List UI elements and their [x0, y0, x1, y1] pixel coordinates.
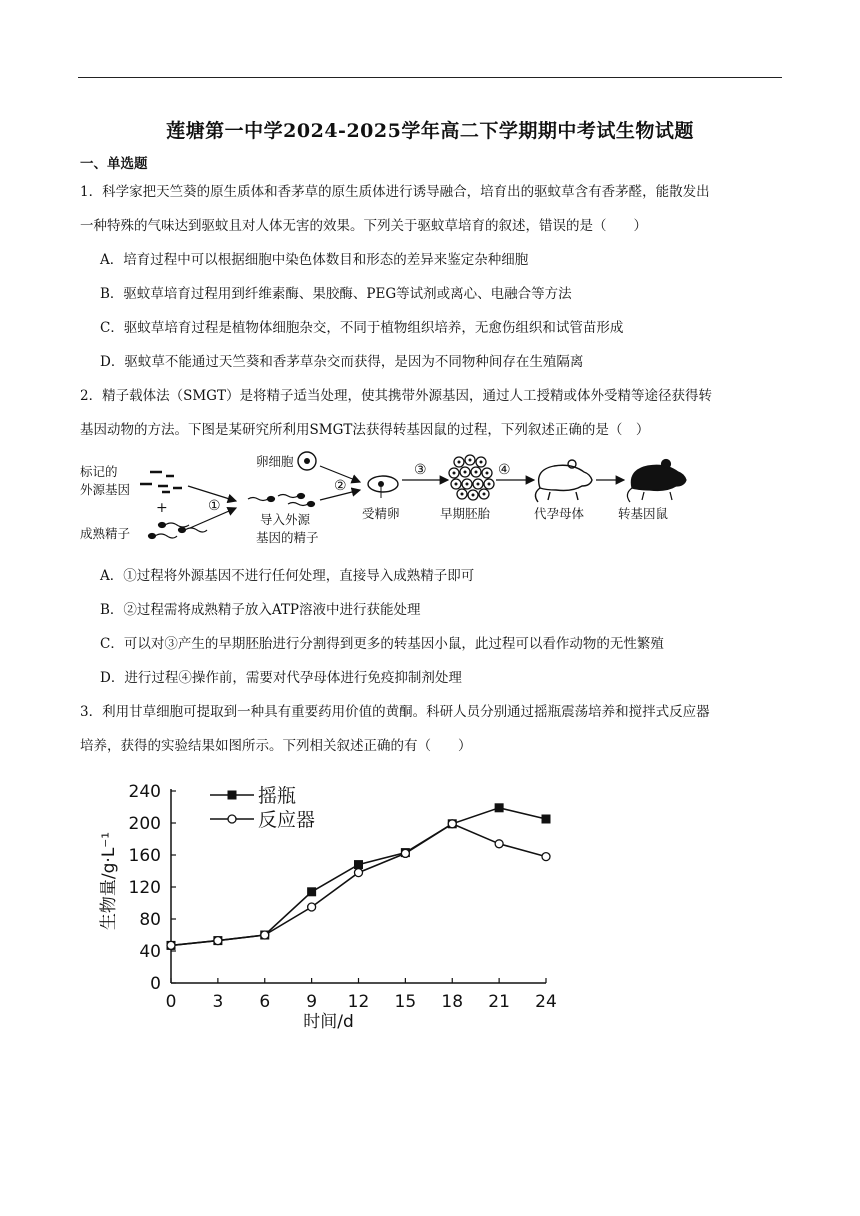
biomass-chart [88, 776, 568, 1038]
q1-option-d: D．驱蚊草不能通过天竺葵和香茅草杂交而获得，是因为不同物种间存在生殖隔离 [100, 354, 584, 370]
series-line-1 [171, 824, 546, 946]
x-tick-label: 21 [488, 992, 510, 1012]
q2-stem-line1: 2．精子载体法（SMGT）是将精子适当处理，使其携带外源基因，通过人工授精或体外受精等途径获得转 [80, 388, 712, 404]
label-sperm-with-gene-1: 导入外源 [260, 512, 311, 527]
label-egg: 卵细胞 [256, 454, 294, 469]
q1-stem-line1: 1．科学家把天竺葵的原生质体和香茅草的原生质体进行诱导融合，培育出的驱蚊草含有香茅醛，能散发出 [80, 184, 710, 200]
data-point-circle [214, 937, 222, 945]
q1-option-b: B．驱蚊草培育过程用到纤维素酶、果胶酶、PEG等试剂或离心、电融合等方法 [100, 286, 572, 302]
label-step-3: ③ [414, 462, 427, 478]
header-rule [78, 77, 782, 78]
data-point-square [542, 815, 551, 824]
transgenic-mouse-icon [627, 460, 686, 503]
biomass-chart-svg [88, 776, 568, 1038]
label-transgenic: 转基因鼠 [618, 506, 669, 521]
data-point-circle [167, 941, 175, 949]
early-embryo-icon [449, 455, 494, 500]
y-tick-label: 0 [150, 974, 161, 994]
data-point-square [307, 887, 316, 896]
x-axis-label: 时间/d [303, 1012, 354, 1032]
x-tick-label: 18 [441, 992, 464, 1012]
data-point-circle [495, 840, 503, 848]
x-tick-label: 0 [165, 992, 177, 1012]
y-tick-label: 240 [128, 782, 161, 802]
data-point-square [354, 860, 363, 869]
q1-stem-line2: 一种特殊的气味达到驱蚊且对人体无害的效果。下列关于驱蚊草培育的叙述，错误的是（ ） [80, 218, 647, 234]
label-marked-gene-2: 外源基因 [80, 482, 131, 497]
q2-option-b: B．②过程需将成熟精子放入ATP溶液中进行获能处理 [100, 602, 421, 618]
y-axis-label: 生物量/g·L⁻¹ [99, 831, 119, 931]
x-tick-label: 15 [394, 992, 417, 1012]
data-point-circle [261, 931, 269, 939]
smgt-diagram-graphics [78, 446, 698, 551]
label-step-4: ④ [498, 462, 511, 478]
surrogate-mouse-icon [535, 460, 592, 502]
y-tick-label: 120 [128, 878, 161, 898]
x-tick-label: 9 [306, 992, 318, 1012]
q2-stem-line2: 基因动物的方法。下图是某研究所利用SMGT法获得转基因鼠的过程，下列叙述正确的是（ ） [80, 422, 650, 438]
q2-option-c: C．可以对③产生的早期胚胎进行分割得到更多的转基因小鼠，此过程可以看作动物的无性繁殖 [100, 636, 664, 652]
q1-option-c: C．驱蚊草培育过程是植物体细胞杂交，不同于植物组织培养，无愈伤组织和试管苗形成 [100, 320, 624, 336]
q2-option-d: D．进行过程④操作前，需要对代孕母体进行免疫抑制剂处理 [100, 670, 462, 686]
sperm-with-gene-icon [248, 494, 315, 507]
section-heading: 一、单选题 [80, 156, 148, 172]
x-tick-label: 12 [347, 992, 370, 1012]
label-sperm-with-gene-2: 基因的精子 [256, 530, 319, 545]
legend-label-1: 反应器 [258, 809, 316, 831]
legend-marker-square [228, 791, 237, 800]
x-tick-label: 6 [259, 992, 271, 1012]
label-step-1: ① [208, 498, 221, 514]
gene-fragments-icon [140, 472, 182, 492]
egg-cell-icon [298, 452, 316, 470]
y-tick-label: 160 [128, 846, 161, 866]
label-surrogate: 代孕母体 [534, 506, 585, 521]
q1-option-a: A．培育过程中可以根据细胞中染色体数目和形态的差异来鉴定杂种细胞 [100, 252, 529, 268]
data-point-circle [448, 820, 456, 828]
x-tick-label: 3 [212, 992, 224, 1012]
q2-option-a: A．①过程将外源基因不进行任何处理，直接导入成熟精子即可 [100, 568, 475, 584]
data-point-circle [401, 849, 409, 857]
zygote-icon [368, 476, 398, 498]
smgt-diagram [78, 446, 698, 551]
y-tick-label: 200 [128, 814, 161, 834]
label-zygote: 受精卵 [362, 506, 400, 521]
data-point-circle [542, 853, 550, 861]
legend-marker-circle [228, 815, 236, 823]
label-mature-sperm: 成熟精子 [80, 526, 131, 541]
y-tick-label: 40 [139, 942, 161, 962]
page-title: 莲塘第一中学2024-2025学年高二下学期期中考试生物试题 [166, 120, 694, 142]
legend-label-0: 摇瓶 [258, 785, 297, 807]
label-plus: + [156, 500, 168, 516]
data-point-circle [308, 903, 316, 911]
y-tick-label: 80 [139, 910, 161, 930]
data-point-square [495, 803, 504, 812]
x-tick-label: 24 [535, 992, 557, 1012]
label-step-2: ② [334, 478, 347, 494]
data-point-circle [355, 869, 363, 877]
label-early-embryo: 早期胚胎 [440, 506, 491, 521]
q3-stem-line1: 3．利用甘草细胞可提取到一种具有重要药用价值的黄酮。科研人员分别通过摇瓶震荡培养和搅拌式反应器 [80, 704, 710, 720]
q3-stem-line2: 培养，获得的实验结果如图所示。下列相关叙述正确的有（ ） [80, 738, 472, 754]
label-marked-gene-1: 标记的 [80, 464, 118, 479]
